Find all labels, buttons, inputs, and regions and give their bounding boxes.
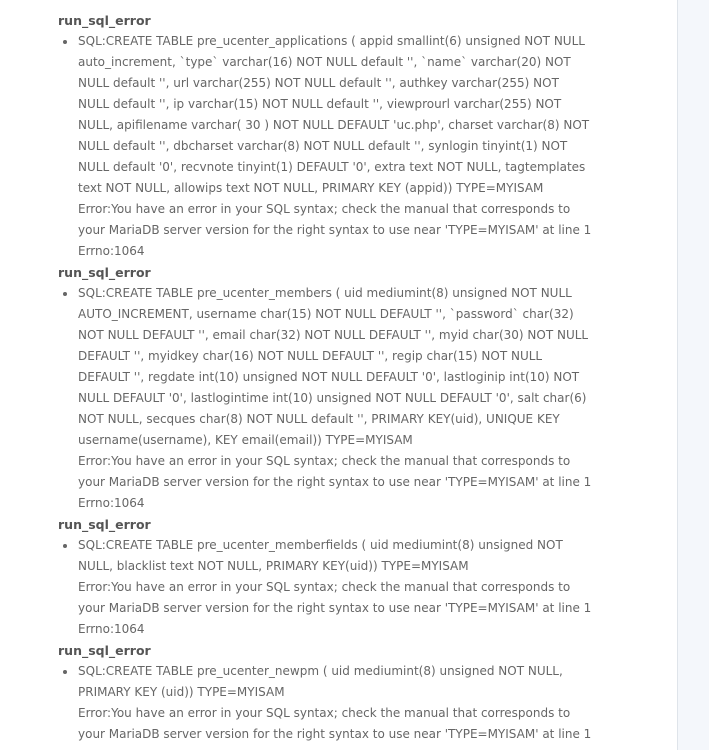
error-line: username(username), KEY email(email)) TYPE=MYISAM (78, 433, 413, 447)
error-line: DEFAULT '', regdate int(10) unsigned NOT NULL DEFAULT '0', lastloginip int(10) NOT (78, 370, 580, 384)
bullet-icon (63, 292, 67, 296)
error-line: NULL DEFAULT '0', lastlogintime int(10) unsigned NOT NULL DEFAULT '0', salt char(6) (78, 391, 587, 405)
error-line: SQL:CREATE TABLE pre_ucenter_memberfields ( uid mediumint(8) unsigned NOT (78, 538, 563, 552)
error-title: run_sql_error (58, 517, 151, 532)
error-line: NULL default '', dbcharset varchar(8) NOT NULL default '', synlogin tinyint(1) NOT (78, 139, 568, 153)
error-list (0, 283, 677, 514)
error-item (0, 535, 677, 640)
error-line: Errno:1064 (78, 622, 145, 636)
error-line: NULL default '', ip varchar(15) NOT NULL default '', viewprourl varchar(255) NOT (78, 97, 562, 111)
error-line: NULL, apifilename varchar( 30 ) NOT NULL DEFAULT 'uc.php', charset varchar(8) NOT (78, 118, 590, 132)
error-title: run_sql_error (58, 265, 151, 280)
error-line: SQL:CREATE TABLE pre_ucenter_members ( uid mediumint(8) unsigned NOT NULL (78, 286, 572, 300)
error-title: run_sql_error (58, 13, 151, 28)
error-list (0, 31, 677, 262)
error-line: your MariaDB server version for the right syntax to use near 'TYPE=MYISAM' at line 1 (78, 223, 592, 237)
error-line: NOT NULL DEFAULT '', email char(32) NOT NULL DEFAULT '', myid char(30) NOT NULL (78, 328, 589, 342)
error-item (0, 283, 677, 514)
error-title: run_sql_error (58, 643, 151, 658)
error-line: NULL, blacklist text NOT NULL, PRIMARY KEY(uid)) TYPE=MYISAM (78, 559, 469, 573)
error-line: DEFAULT '', myidkey char(16) NOT NULL DEFAULT '', regip char(15) NOT NULL (78, 349, 543, 363)
bullet-icon (63, 544, 67, 548)
error-line: SQL:CREATE TABLE pre_ucenter_applications ( appid smallint(6) unsigned NOT NULL (78, 34, 585, 48)
error-block (0, 10, 677, 262)
error-line: Errno:1064 (78, 496, 145, 510)
error-item (0, 661, 677, 745)
error-item (0, 31, 677, 262)
error-line: PRIMARY KEY (uid)) TYPE=MYISAM (78, 685, 285, 699)
error-block (0, 514, 677, 640)
error-line: Error:You have an error in your SQL syntax; check the manual that corresponds to (78, 202, 571, 216)
error-block (0, 640, 677, 745)
bullet-icon (63, 670, 67, 674)
error-list (0, 535, 677, 640)
error-line: auto_increment, `type` varchar(16) NOT NULL default '', `name` varchar(20) NOT (78, 55, 571, 69)
error-block (0, 262, 677, 514)
error-line: Error:You have an error in your SQL syntax; check the manual that corresponds to (78, 454, 571, 468)
error-line: NULL default '0', recvnote tinyint(1) DEFAULT '0', extra text NOT NULL, tagtemplates (78, 160, 586, 174)
error-line: Error:You have an error in your SQL syntax; check the manual that corresponds to (78, 706, 571, 720)
error-line: SQL:CREATE TABLE pre_ucenter_newpm ( uid mediumint(8) unsigned NOT NULL, (78, 664, 563, 678)
error-line: NOT NULL, secques char(8) NOT NULL default '', PRIMARY KEY(uid), UNIQUE KEY (78, 412, 560, 426)
error-line: Error:You have an error in your SQL syntax; check the manual that corresponds to (78, 580, 571, 594)
error-line: your MariaDB server version for the right syntax to use near 'TYPE=MYISAM' at line 1 (78, 475, 592, 489)
error-line: Errno:1064 (78, 244, 145, 258)
error-line: AUTO_INCREMENT, username char(15) NOT NULL DEFAULT '', `password` char(32) (78, 307, 574, 321)
error-line: text NOT NULL, allowips text NOT NULL, PRIMARY KEY (appid)) TYPE=MYISAM (78, 181, 544, 195)
error-line: your MariaDB server version for the right syntax to use near 'TYPE=MYISAM' at line 1 (78, 727, 592, 741)
error-line: NULL default '', url varchar(255) NOT NULL default '', authkey varchar(255) NOT (78, 76, 559, 90)
error-list (0, 661, 677, 745)
error-line: your MariaDB server version for the right syntax to use near 'TYPE=MYISAM' at line 1 (78, 601, 592, 615)
right-sidebar (677, 0, 709, 750)
bullet-icon (63, 40, 67, 44)
